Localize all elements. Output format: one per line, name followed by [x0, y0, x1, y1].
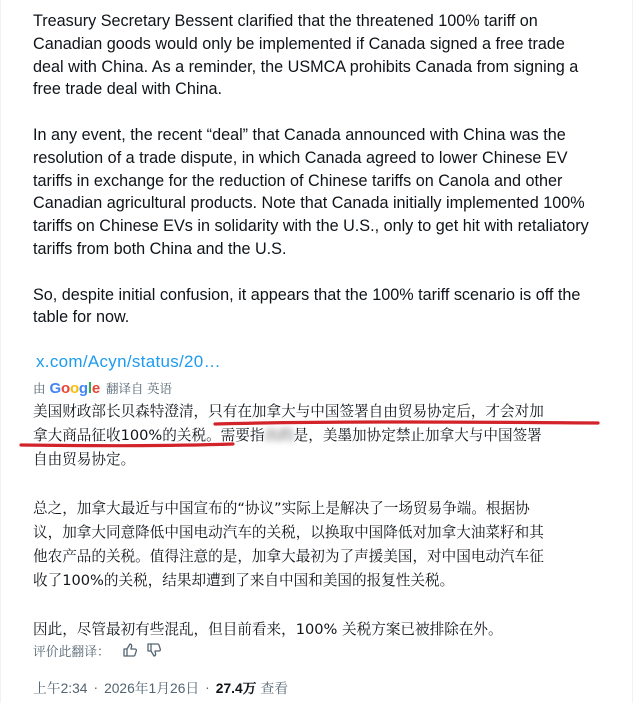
translated-line-text: 是，美墨加协定禁止加拿大与中国签署: [293, 427, 542, 445]
google-logo: Google: [49, 379, 101, 397]
translated-line-text: 自由贸易协定。: [33, 451, 136, 469]
text-line: Treasury Secretary Bessent clarified that the threatened 100% tariff on: [33, 12, 538, 30]
text-line: Canadian goods would only be implemented if Canada signed a free trade: [33, 34, 565, 53]
translated-line-text: 总之，加拿大最近与中国宣布的“协议”实际上是解决了一场贸易争端。根据协: [33, 499, 530, 517]
text-line: tariffs on Chinese EVs in solidarity with the U.S., only to get hit with retaliatory: [33, 217, 589, 236]
translated-line-text: 议，加拿大同意降低中国电动汽车的关税，以换取中国降低对加拿大油菜籽和其: [33, 523, 544, 541]
text-line: tariffs in exchange for the reduction of Chinese tariffs on Canola and other: [33, 171, 563, 190]
translated-line-text: 拿大商品征收100%的关税。需要指: [33, 427, 265, 445]
views-count: 27.4万: [215, 681, 257, 696]
tweet-meta: [33, 676, 288, 698]
translated-line: [33, 521, 605, 545]
text-line: tariffs from both China and the U.S.: [33, 239, 287, 258]
translated-line-text: 美国财政部长贝森特澄清，只有在加拿大与中国签署自由贸易协定后，才会对加: [33, 403, 544, 420]
translated-line: [33, 448, 605, 472]
quoted-post-link[interactable]: x.com/Acyn/status/20…: [36, 352, 221, 371]
translated-by-label: 由: [33, 382, 46, 396]
translation-attribution: [33, 378, 172, 398]
text-line: resolution of a trade dispute, in which Canada agreed to lower Chinese EV: [33, 148, 568, 167]
tweet-paragraph-3: [33, 284, 608, 330]
tweet-text: [33, 10, 608, 329]
text-line: Canadian agricultural products. Note that Canada initially implemented 100%: [33, 194, 585, 213]
thumbs-down-icon[interactable]: [146, 642, 162, 658]
translated-line: [33, 569, 605, 593]
tweet-paragraph-1: [33, 10, 608, 101]
redacted-text: 出的: [264, 427, 294, 445]
translated-line: [33, 497, 605, 521]
rate-translation: [33, 640, 162, 660]
translated-line: [33, 594, 605, 618]
text-line: In any event, the recent “deal” that Canada announced with China was the: [33, 125, 566, 144]
translated-line: [33, 545, 605, 569]
translated-line: [33, 473, 605, 497]
text-line: deal with China. As a reminder, the USMCA prohibits Canada from signing a: [33, 57, 579, 76]
translation-source-label: 翻译自 英语: [106, 382, 172, 396]
translated-text: [33, 400, 605, 642]
text-line: free trade deal with China.: [33, 80, 222, 99]
thumbs-up-icon[interactable]: [122, 642, 138, 658]
translated-line: [33, 618, 605, 642]
translated-line-text: 他农产品的关税。值得注意的是，加拿大最初为了声援美国，对中国电动汽车征: [33, 548, 544, 566]
separator-dot: ·: [205, 679, 210, 695]
rate-translation-label: 评价此翻译：: [33, 643, 110, 659]
translated-line-text: 因此，尽管最初有些混乱，但目前看来，100% 关税方案已被排除在外。: [33, 620, 503, 638]
translated-line-text: 收了100%的关税，结果却遭到了来自中国和美国的报复性关税。: [33, 572, 455, 590]
text-line: So, despite initial confusion, it appears that the 100% tariff scenario is off the: [33, 285, 581, 304]
text-line: table for now.: [33, 308, 130, 327]
tweet-paragraph-2: [33, 124, 608, 261]
post-date[interactable]: 2026年1月26日: [104, 681, 200, 696]
post-time[interactable]: 上午2:34: [33, 681, 88, 696]
translated-line: [33, 424, 605, 448]
views-label: 查看: [260, 681, 289, 696]
translated-line: [33, 400, 605, 424]
separator-dot: ·: [93, 679, 99, 695]
